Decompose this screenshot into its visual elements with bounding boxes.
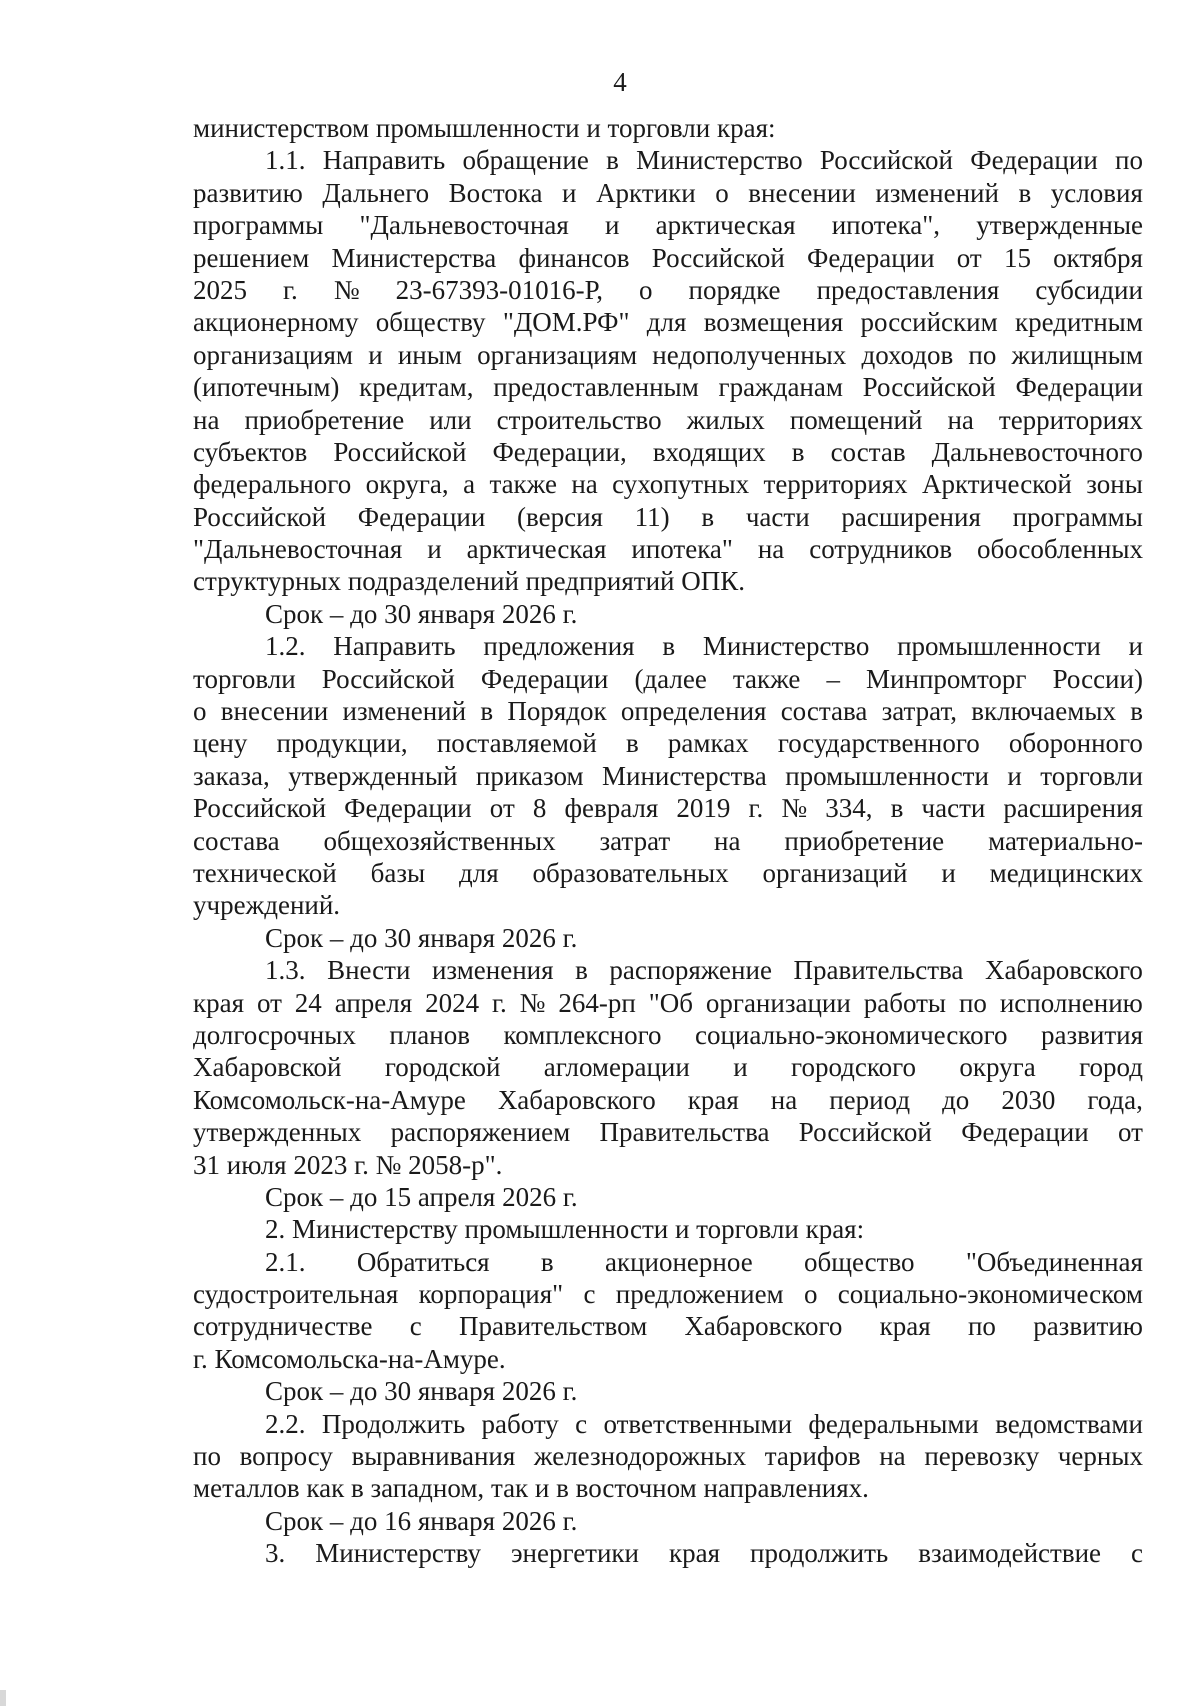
text-line: Срок – до 15 апреля 2026 г. xyxy=(265,1181,578,1212)
text-line: о внесении изменений в Порядок определения состава затрат, включаемых в xyxy=(193,696,1143,727)
text-line: состава общехозяйственных затрат на приобретение материально- xyxy=(193,825,1143,856)
text-line: организациям и иным организациям недополученных доходов по жилищным xyxy=(193,339,1143,370)
text-line: края от 24 апреля 2024 г. № 264-рп "Об организации работы по исполнению xyxy=(193,987,1143,1018)
text-line: по вопросу выравнивания железнодорожных тарифов на перевозку черных xyxy=(193,1441,1143,1472)
text-line: акционерному обществу "ДОМ.РФ" для возмещения российским кредитным xyxy=(193,307,1143,338)
text-line: долгосрочных планов комплексного социально-экономического развития xyxy=(193,1019,1143,1050)
text-line: учреждений. xyxy=(193,890,341,921)
text-line: 3. Министерству энергетики края продолжить взаимодействие с xyxy=(265,1538,1143,1569)
text-line: на приобретение или строительство жилых помещений на территориях xyxy=(193,404,1143,435)
text-line: Российской Федерации (версия 11) в части расширения программы xyxy=(193,501,1143,532)
text-line: (ипотечным) кредитам, предоставленным гражданам Российской Федерации xyxy=(193,372,1143,403)
text-line: заказа, утвержденный приказом Министерства промышленности и торговли xyxy=(193,760,1143,791)
text-line: Комсомольск-на-Амуре Хабаровского края на период до 2030 года, xyxy=(193,1084,1143,1115)
scan-edge-mark xyxy=(0,1690,6,1706)
text-line: Срок – до 16 января 2026 г. xyxy=(265,1505,578,1536)
text-line: структурных подразделений предприятий ОПК. xyxy=(193,566,746,597)
text-line: 1.3. Внести изменения в распоряжение Правительства Хабаровского xyxy=(265,955,1143,986)
text-line: 1.1. Направить обращение в Министерство Российской Федерации по xyxy=(265,145,1143,176)
text-line: утвержденных распоряжением Правительства Российской Федерации от xyxy=(193,1117,1143,1148)
text-line: судостроительная корпорация" с предложением о социально-экономическом xyxy=(193,1279,1143,1310)
text-line: г. Комсомольска-на-Амуре. xyxy=(193,1343,506,1374)
text-line: цену продукции, поставляемой в рамках государственного оборонного xyxy=(193,728,1143,759)
text-line: министерством промышленности и торговли края: xyxy=(193,113,776,143)
text-line: 31 июля 2023 г. № 2058-р". xyxy=(193,1149,503,1180)
text-line: 1.2. Направить предложения в Министерство промышленности и xyxy=(265,631,1143,662)
text-line: Срок – до 30 января 2026 г. xyxy=(265,922,578,953)
text-line: Российской Федерации от 8 февраля 2019 г. № 334, в части расширения xyxy=(193,793,1143,824)
text-line: металлов как в западном, так и в восточном направлениях. xyxy=(193,1473,869,1504)
page-number: 4 xyxy=(613,67,627,97)
document-body xyxy=(193,112,1143,1570)
text-line: Хабаровской городской агломерации и городского округа город xyxy=(193,1052,1143,1083)
text-line: торговли Российской Федерации (далее также – Минпромторг России) xyxy=(193,663,1143,694)
text-line: 2.2. Продолжить работу с ответственными федеральными ведомствами xyxy=(265,1408,1143,1439)
text-line: развитию Дальнего Востока и Арктики о внесении изменений в условия xyxy=(193,177,1143,208)
text-line: 2025 г. № 23-67393-01016-Р, о порядке предоставления субсидии xyxy=(193,274,1143,305)
text-line: Срок – до 30 января 2026 г. xyxy=(265,598,578,629)
text-line: Срок – до 30 января 2026 г. xyxy=(265,1376,578,1407)
text-line: федерального округа, а также на сухопутных территориях Арктической зоны xyxy=(193,469,1143,500)
text-line: программы "Дальневосточная и арктическая ипотека", утвержденные xyxy=(193,210,1143,241)
text-line: сотрудничестве с Правительством Хабаровского края по развитию xyxy=(193,1311,1143,1342)
text-line: субъектов Российской Федерации, входящих в состав Дальневосточного xyxy=(193,436,1143,467)
text-line: решением Министерства финансов Российской Федерации от 15 октября xyxy=(193,242,1143,273)
text-line: 2. Министерству промышленности и торговли края: xyxy=(265,1214,865,1245)
text-line: 2.1. Обратиться в акционерное общество "Объединенная xyxy=(265,1246,1143,1277)
text-line: технической базы для образовательных организаций и медицинских xyxy=(193,857,1143,888)
text-line: "Дальневосточная и арктическая ипотека" на сотрудников обособленных xyxy=(193,534,1143,565)
